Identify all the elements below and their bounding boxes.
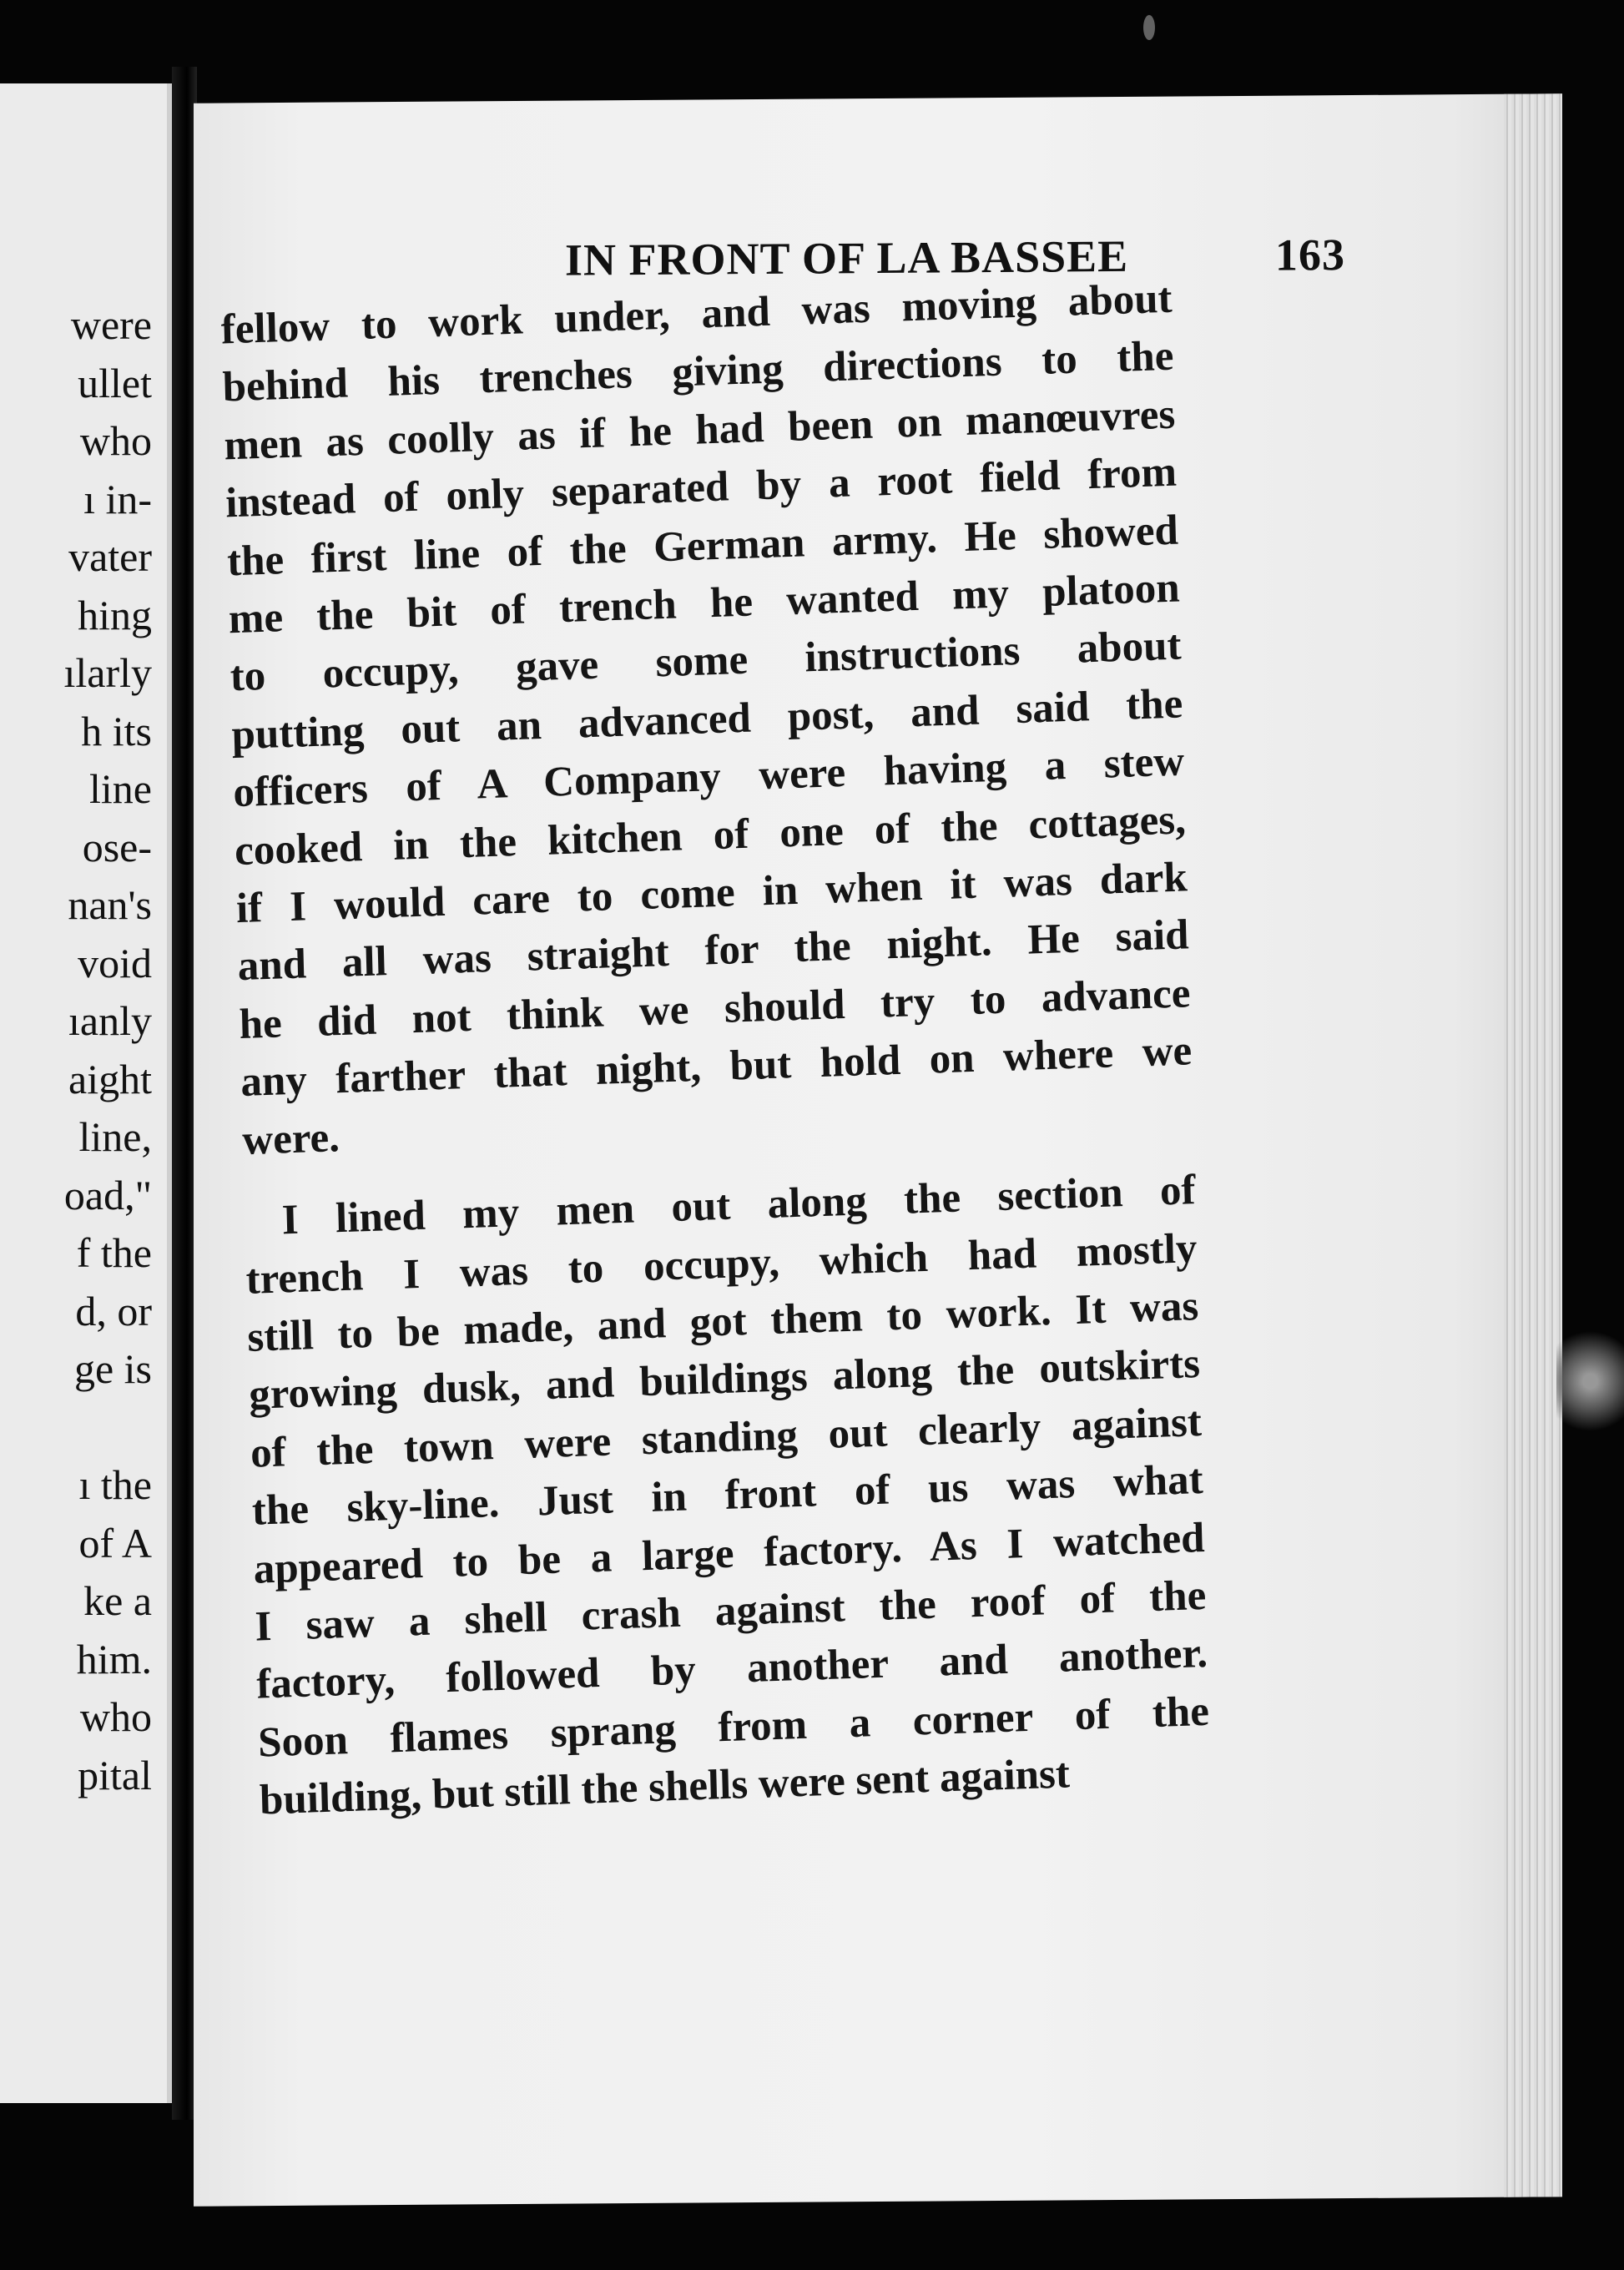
left-page-fragment: ke a bbox=[83, 1577, 152, 1624]
text-line: men as coolly as if he had been on manœuvres bbox=[223, 391, 1176, 470]
running-title: IN FRONT OF LA BASSEE bbox=[565, 230, 1129, 285]
scan-blemish bbox=[1556, 1319, 1624, 1444]
text-line: Soon flames sprang from a corner of the bbox=[257, 1687, 1210, 1767]
text-line: and all was straight for the night. He said bbox=[237, 911, 1190, 991]
left-page-fragment: h its bbox=[81, 707, 152, 754]
text-line: factory, followed by another and another. bbox=[255, 1630, 1208, 1708]
page-number: 163 bbox=[1275, 230, 1345, 280]
text-line: any farther that night, but hold on where we bbox=[240, 1027, 1193, 1107]
text-line: behind his trenches giving directions to the bbox=[221, 333, 1175, 411]
text-line: building, but still the shells were sent against bbox=[259, 1750, 1071, 1824]
body-text bbox=[220, 270, 1212, 1830]
paragraph bbox=[244, 1162, 1212, 1830]
right-page bbox=[194, 93, 1562, 2206]
left-page-fragment: ge is bbox=[73, 1345, 152, 1392]
left-page-fragment: were bbox=[70, 301, 152, 348]
left-page-fragment: aight bbox=[68, 1055, 152, 1102]
left-page-fragment: line bbox=[89, 765, 152, 812]
text-line: putting out an advanced post, and said the bbox=[230, 680, 1183, 759]
text-line: the sky-line. Just in front of us was what bbox=[251, 1456, 1204, 1535]
left-page-fragment: d, or bbox=[75, 1287, 152, 1334]
text-line: trench I was to occupy, which had mostly bbox=[245, 1224, 1198, 1304]
text-line: me the bit of trench he wanted my platoon bbox=[228, 564, 1181, 643]
left-page-fragment: hing bbox=[78, 591, 152, 638]
text-line: instead of only separated by a root field from bbox=[224, 448, 1178, 527]
text-line: still to be made, and got them to work. It was bbox=[246, 1282, 1199, 1361]
text-line: I lined my men out along the section of bbox=[281, 1167, 1197, 1244]
text-line: cooked in the kitchen of one of the cottages, bbox=[234, 796, 1187, 875]
text-line: officers of A Company were having a stew bbox=[232, 738, 1185, 817]
text-line: the first line of the German army. He showed bbox=[226, 507, 1179, 585]
page-edge-stack bbox=[1504, 93, 1562, 2197]
left-page-fragment: of A bbox=[78, 1519, 152, 1566]
left-page-fragment: ıanly bbox=[68, 997, 152, 1044]
left-page-fragment: ose- bbox=[82, 823, 152, 870]
left-page-fragment: line, bbox=[78, 1113, 152, 1160]
left-page-gap bbox=[63, 1399, 152, 1457]
left-facing-page bbox=[0, 83, 172, 2103]
left-page-fragment: nan's bbox=[68, 881, 152, 928]
left-page-fragment: who bbox=[79, 417, 152, 464]
running-head bbox=[361, 229, 1345, 287]
left-page-fragment: ı the bbox=[78, 1461, 152, 1508]
left-page-fragment: f the bbox=[76, 1229, 152, 1276]
text-line: I saw a shell crash against the roof of the bbox=[254, 1571, 1207, 1651]
left-page-fragment: vater bbox=[68, 533, 152, 580]
text-line: of the town were standing out clearly against bbox=[250, 1398, 1203, 1477]
left-page-fragment: void bbox=[78, 939, 152, 986]
text-line: growing dusk, and buildings along the outskirts bbox=[248, 1340, 1201, 1420]
paragraph bbox=[220, 270, 1194, 1170]
text-line: appeared to be a large factory. As I watched bbox=[253, 1514, 1206, 1593]
left-page-fragment: pital bbox=[78, 1751, 152, 1798]
scan-speck bbox=[1143, 15, 1155, 40]
left-page-fragment: who bbox=[79, 1693, 152, 1740]
left-page-text-fragments bbox=[63, 296, 152, 1804]
text-line: if I would care to come in when it was dark bbox=[235, 854, 1188, 933]
text-line: were. bbox=[241, 1113, 340, 1164]
left-page-fragment: him. bbox=[76, 1635, 152, 1682]
left-page-fragment: ı in- bbox=[83, 475, 152, 522]
text-line: he did not think we should try to advance bbox=[238, 970, 1192, 1048]
left-page-fragment: ullet bbox=[78, 359, 152, 406]
text-line: to occupy, gave some instructions about bbox=[229, 622, 1183, 701]
left-page-fragment: ılarly bbox=[63, 649, 152, 696]
left-page-fragment: oad," bbox=[63, 1171, 152, 1218]
text-line: fellow to work under, and was moving about bbox=[220, 275, 1173, 354]
